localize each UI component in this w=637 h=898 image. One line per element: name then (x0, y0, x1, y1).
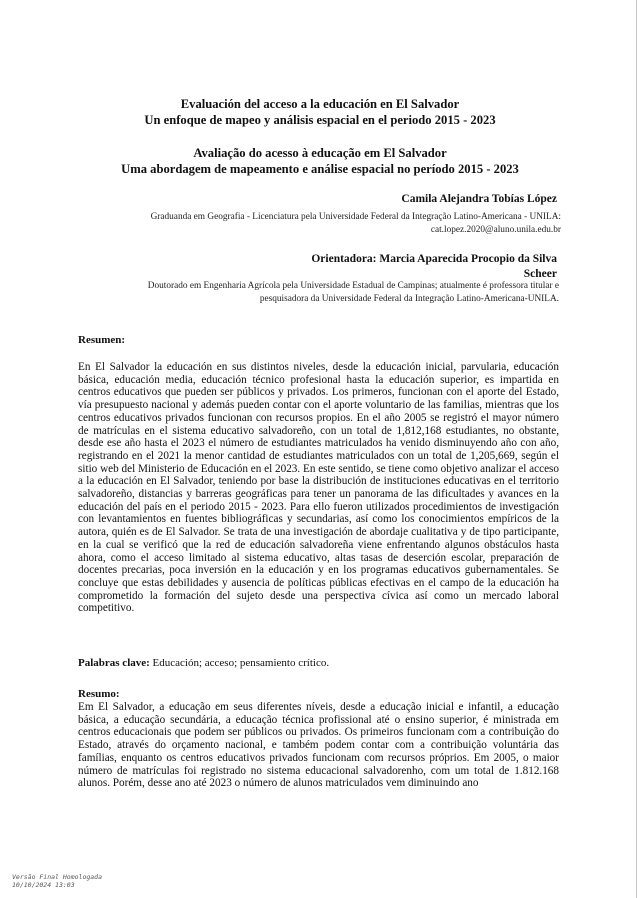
advisor-affiliation-line1: Doutorado em Engenharia Agrícola pela Universidade Estadual de Campinas; atualmente é professora titular e (147, 281, 559, 291)
advisor-affiliation-line2: pesquisadora da Universidade Federal da Integração Latino-Americana-UNILA. (259, 293, 559, 304)
footer-line2: 10/10/2024 13:03 (12, 880, 75, 889)
title-es-line2: Un enfoque de mapeo y análisis espacial en el periodo 2015 - 2023 (144, 112, 496, 127)
title-pt-line2: Uma abordagem de mapeamento e análise espacial no período 2015 - 2023 (121, 161, 519, 176)
resumen-text: En El Salvador la educación en sus distintos niveles, desde la educación inicial, parvularia, educación básica, educación media, educación técnico profesional hasta la educación superior, es impartida en centros educativos que pueden ser públicos y privados. Los primeros, funcionan con el aporte del Estado, vía presupuesto nacional y además pueden contar con el aporte voluntario de las familias, mientras que los centros educativos privados funcionan con recursos propios. En el año 2005 se registró el mayor número de matrículas en el sistema educativo salvadoreño, con un total de 1,812,168 estudiantes, no obstante, desde ese año hasta el 2023 el número de estudiantes matriculados ha venido disminuyendo año con año, registrando en el 2021 la menor cantidad de estudiantes matriculados con un total de 1,205,669, según el sitio web del Ministerio de Educación en el 2023. En este sentido, se tiene como objetivo analizar el acceso a la educación en El Salvador, teniendo por base la distribución de instituciones educativas en el territorio salvadoreño, distancias y barreras geográficas para tener un panorama de las dificultades y avances en la educación del país en el periodo 2015 - 2023. Para ello fueron utilizados procedimientos de investigación con levantamientos en fuentes bibliográficas y secundarias, así como los conocimientos empíricos de la autora, quién es de El Salvador. Se trata de una investigación de abordaje cualitativa y de tipo participante, en la cual se verificó que la red de educación salvadoreña viene enfrentando algunos obstáculos hasta ahora, como el acceso limitado al sistema educativo, altas tasas de deserción escolar, preparación de docentes precarias, poca inversión en la educación y en los programas educativos gubernamentales. Se concluye que estas debilidades y ausencia de políticas públicas efectivas en el campo de la educación ha comprometido la formación del sujeto desde una perspectiva cívica así como un mercado laboral competitivo. (78, 361, 559, 615)
advisor-name-line1: Orientadora: Marcia Aparecida Procopio da Silva (311, 253, 557, 265)
keywords-text: Educación; acceso; pensamiento crítico. (149, 657, 330, 669)
author-name: Camila Alejandra Tobías López (401, 193, 557, 205)
title-pt-line1: Avaliação do acesso à educação em El Salvador (193, 146, 447, 160)
title-portuguese (60, 146, 580, 177)
footer-line1: Versão Final Homologada (12, 873, 103, 881)
resumen-label: Resumen: (78, 334, 126, 346)
resumo-label: Resumo: (78, 688, 120, 700)
keywords (78, 657, 329, 669)
author-email: cat.lopez.2020@aluno.unila.edu.br (430, 224, 561, 235)
advisor-affiliation (79, 280, 559, 305)
keywords-label: Palabras clave: (78, 657, 150, 669)
title-es-line1: Evaluación del acceso a la educación en El Salvador (180, 97, 460, 111)
author-affiliation (81, 211, 561, 236)
advisor-name-line2: Scheer (523, 268, 557, 280)
resumo-text: Em El Salvador, a educação em seus diferentes níveis, desde a educação inicial e infantil, a educação básica, a educação secundária, a educação técnica profissional até o ensino superior, é ministrada em centros educacionais que podem ser públicos ou privados. Os primeiros funcionam com a contribuição do Estado, através do orçamento nacional, e também podem contar com a contribuição voluntária das famílias, enquanto os centros educativos privados funcionam com recursos próprios. Em 2005, o maior número de matrículas foi registrado no sistema educacional salvadorenho, com um total de 1.812.168 alunos. Porém, desse ano até 2023 o número de alunos matriculados vem diminuindo ano (78, 701, 559, 790)
footer-stamp (12, 874, 102, 889)
title-spanish (60, 97, 580, 128)
author-affiliation-line1: Graduanda em Geografia - Licenciatura pela Universidade Federal da Integração Latino-Americana - UNILA: (150, 212, 561, 222)
advisor-name (311, 252, 557, 282)
